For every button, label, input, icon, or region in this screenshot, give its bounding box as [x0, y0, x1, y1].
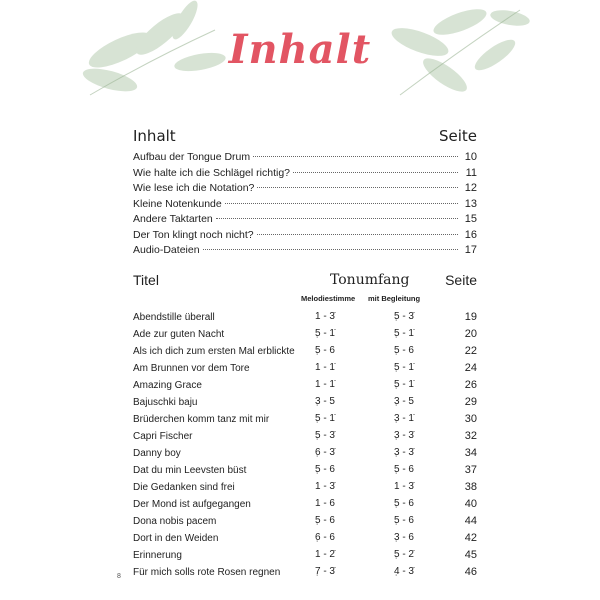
- melody-range: 1 - 1̇: [314, 362, 335, 373]
- songs-range-label: Tonumfang: [330, 272, 410, 288]
- toc-page-label: Seite: [438, 127, 477, 145]
- accomp-range: 4̣ - 3̇: [393, 566, 414, 577]
- song-page: 24: [464, 362, 477, 374]
- dot-leader: [216, 218, 458, 219]
- toc-item-page: 12: [464, 182, 477, 194]
- song-page: 45: [464, 549, 477, 561]
- song-row: [133, 546, 477, 563]
- accomp-range: 3̣ - 3̇: [393, 430, 414, 441]
- song-title: Dat du min Leevsten büst: [133, 465, 247, 476]
- toc-item-title: Der Ton klingt noch nicht?: [133, 228, 254, 241]
- dot-leader: [203, 249, 458, 250]
- accomp-range: 3̣ - 3̇: [393, 447, 414, 458]
- toc-item-page: 10: [464, 151, 477, 163]
- accomp-range: 3̣ - 5: [393, 396, 414, 407]
- songs-section: [133, 272, 477, 580]
- melody-label: Melodiestimme: [301, 294, 356, 303]
- page-number: 8: [117, 573, 121, 580]
- toc-header: [133, 127, 477, 145]
- song-title: Dort in den Weiden: [133, 533, 219, 544]
- song-title: Ade zur guten Nacht: [133, 329, 225, 340]
- toc-item-page: 17: [464, 244, 477, 256]
- song-page: 20: [464, 328, 477, 340]
- toc-row: [133, 198, 477, 214]
- song-title: Amazing Grace: [133, 380, 202, 391]
- melody-range: 5̣ - 1̇: [314, 413, 335, 424]
- accomp-range: 1 - 3̇: [393, 481, 414, 492]
- accomp-range: 3̣ - 6: [393, 532, 414, 543]
- song-page: 44: [464, 515, 477, 527]
- song-page: 38: [464, 481, 477, 493]
- toc-item-page: 13: [464, 197, 477, 210]
- toc-row: [133, 229, 477, 245]
- song-page: 46: [464, 566, 477, 578]
- song-page: 26: [464, 379, 477, 391]
- toc-row: [133, 213, 477, 229]
- melody-range: 3̣ - 5: [314, 396, 335, 407]
- song-page: 34: [464, 447, 477, 459]
- song-row: [133, 444, 477, 461]
- toc-list: [133, 151, 477, 260]
- toc-item-title: Aufbau der Tongue Drum: [133, 151, 251, 163]
- melody-range: 5̣ - 1̇: [314, 328, 335, 339]
- toc-row: [133, 167, 477, 183]
- song-title: Brüderchen komm tanz mit mir: [133, 414, 270, 425]
- toc-title: Inhalt: [133, 127, 176, 145]
- song-title: Danny boy: [133, 448, 181, 459]
- song-row: [133, 529, 477, 546]
- dot-leader: [257, 234, 458, 235]
- song-page: 42: [464, 532, 477, 544]
- toc-item-page: 16: [464, 228, 477, 241]
- song-row: [133, 308, 477, 325]
- melody-range: 5̣ - 6: [314, 464, 335, 475]
- accomp-range: 5̣ - 2̇: [393, 549, 414, 560]
- song-row: [133, 495, 477, 512]
- melody-range: 1 - 2̇: [314, 549, 335, 560]
- toc-item-title: Wie halte ich die Schlägel richtig?: [133, 166, 290, 179]
- accomp-range: 5̣ - 3̇: [393, 311, 414, 322]
- song-row: [133, 342, 477, 359]
- toc-row: [133, 151, 477, 167]
- song-row: [133, 393, 477, 410]
- page-heading: Inhalt: [228, 26, 372, 73]
- melody-range: 1 - 3̇: [314, 481, 335, 492]
- accomp-range: 3̣ - 1̇: [393, 413, 414, 424]
- songs-list: [133, 308, 477, 580]
- song-title: Die Gedanken sind frei: [133, 482, 235, 493]
- song-title: Am Brunnen vor dem Tore: [133, 363, 250, 374]
- dot-leader: [257, 187, 458, 188]
- melody-range: 1 - 3̇: [314, 311, 335, 322]
- song-title: Capri Fischer: [133, 431, 193, 442]
- melody-range: 1 - 6: [314, 498, 335, 509]
- accomp-range: 5̣ - 6: [393, 345, 414, 356]
- song-page: 19: [464, 311, 477, 323]
- song-page: 22: [464, 345, 477, 357]
- melody-range: 5̣ - 6: [314, 515, 335, 526]
- song-page: 40: [464, 498, 477, 510]
- toc-row: [133, 182, 477, 198]
- accomp-range: 5̣ - 6: [393, 498, 414, 509]
- song-row: [133, 461, 477, 478]
- melody-range: 5̣ - 3̇: [314, 430, 335, 441]
- song-row: [133, 563, 477, 580]
- song-row: [133, 376, 477, 393]
- accomp-range: 5̣ - 6: [393, 515, 414, 526]
- song-title: Bajuschki baju: [133, 397, 198, 408]
- song-page: 37: [464, 464, 477, 476]
- toc-item-title: Kleine Notenkunde: [133, 197, 222, 210]
- dot-leader: [253, 156, 458, 157]
- melody-range: 1 - 1̇: [314, 379, 335, 390]
- toc-section: [133, 127, 477, 260]
- song-row: [133, 427, 477, 444]
- toc-row: [133, 244, 477, 260]
- song-title: Erinnerung: [133, 550, 182, 561]
- toc-item-page: 15: [464, 213, 477, 225]
- songs-title-label: Titel: [133, 272, 159, 288]
- song-row: [133, 512, 477, 529]
- toc-item-title: Wie lese ich die Notation?: [133, 182, 255, 194]
- accomp-range: 5̣ - 6: [393, 464, 414, 475]
- accomp-range: 5̣ - 1̇: [393, 362, 414, 373]
- song-title: Als ich dich zum ersten Mal erblickte: [133, 346, 295, 357]
- toc-item-title: Audio-Dateien: [133, 244, 200, 256]
- song-row: [133, 325, 477, 342]
- song-row: [133, 410, 477, 427]
- song-title: Dona nobis pacem: [133, 516, 217, 527]
- toc-item-title: Andere Taktarten: [133, 213, 213, 225]
- song-page: 32: [464, 430, 477, 442]
- melody-range: 7̣ - 3̇: [314, 566, 335, 577]
- accomp-label: mit Begleitung: [368, 294, 421, 303]
- melody-range: 6̣ - 3̇: [314, 447, 335, 458]
- songs-page-label: Seite: [445, 272, 477, 288]
- songs-header: [133, 272, 477, 292]
- accomp-range: 5̣ - 1̇: [393, 379, 414, 390]
- song-row: [133, 359, 477, 376]
- song-page: 30: [464, 413, 477, 425]
- song-page: 29: [464, 396, 477, 408]
- toc-item-page: 11: [465, 166, 477, 179]
- melody-range: 5̣ - 6: [314, 345, 335, 356]
- songs-subheader: [133, 292, 477, 308]
- song-row: [133, 478, 477, 495]
- dot-leader: [293, 172, 458, 173]
- song-title: Der Mond ist aufgegangen: [133, 499, 251, 510]
- song-title: Abendstille überall: [133, 312, 215, 323]
- melody-range: 6̣ - 6: [314, 532, 335, 543]
- accomp-range: 5̣ - 1̇: [393, 328, 414, 339]
- dot-leader: [225, 203, 458, 204]
- song-title: Für mich solls rote Rosen regnen: [133, 567, 281, 578]
